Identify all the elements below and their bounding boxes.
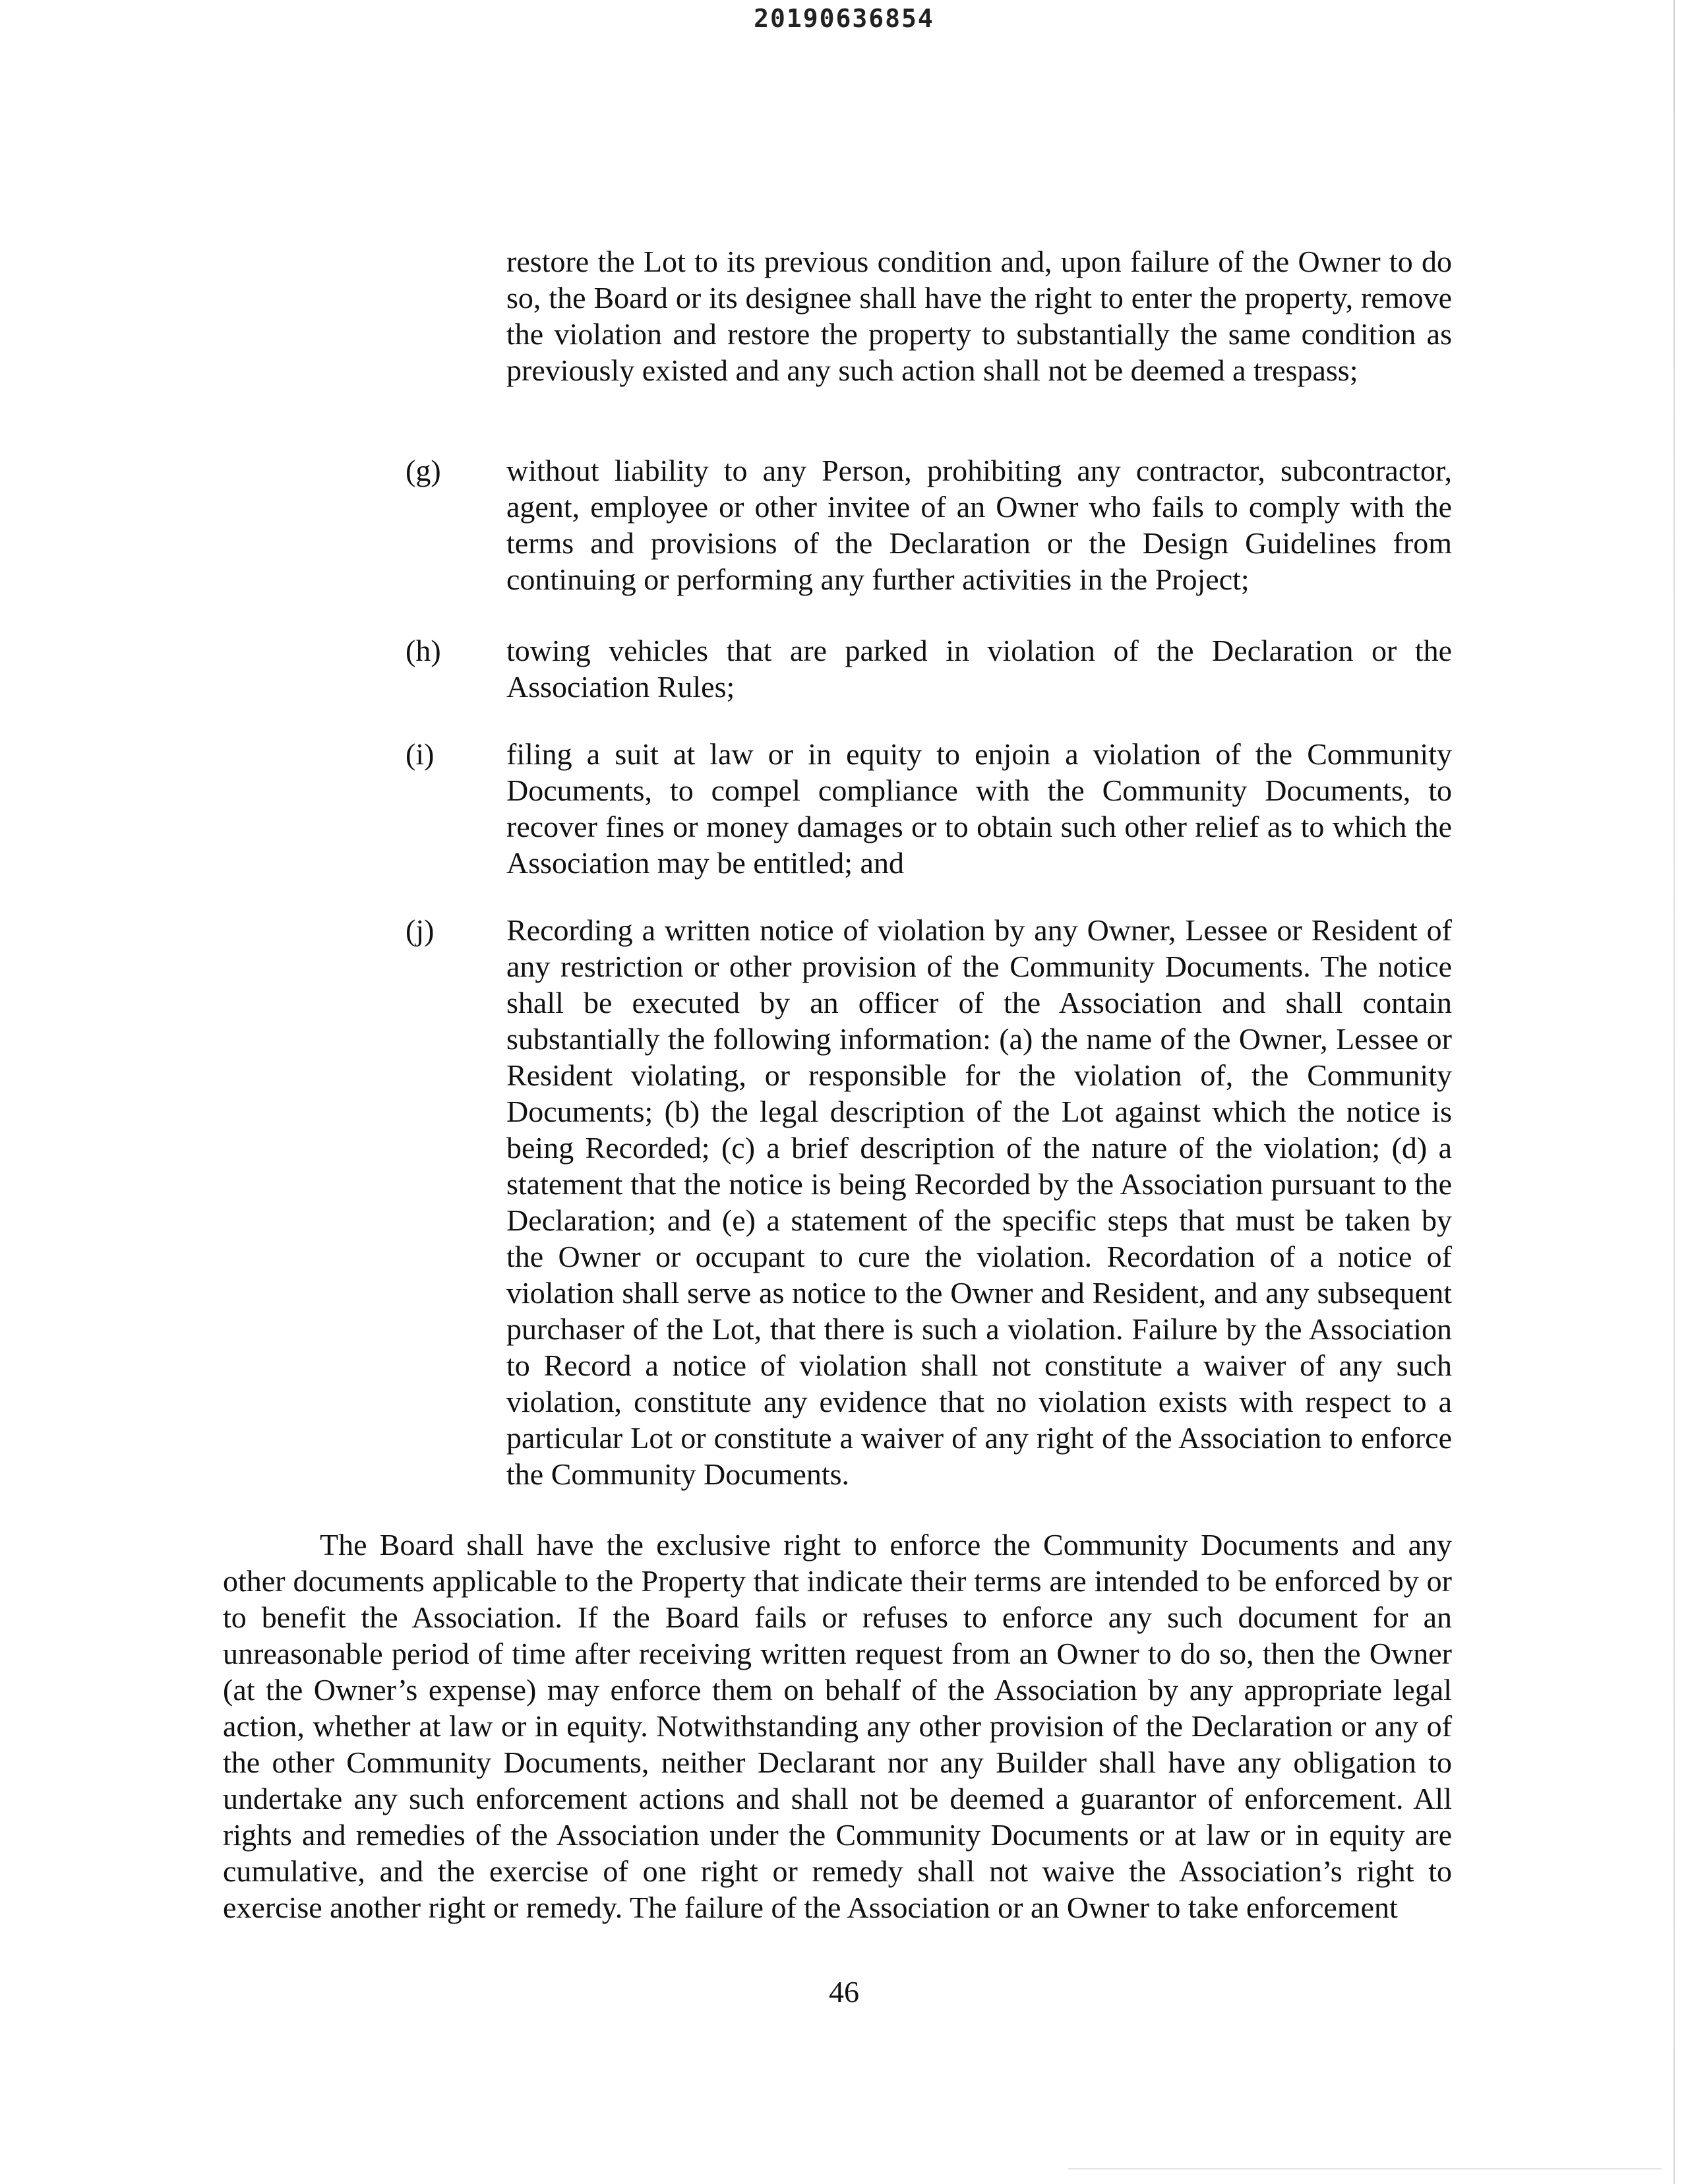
continuation-paragraph: restore the Lot to its previous condition and, upon failure of the Owner to do so, the Board or its designee shall have the right to enter the property, remove the violation and restore the property to substantially the same condition as previously existed and any such action shall not be deemed a trespass; (506, 245, 1452, 387)
list-item-text: Recording a written notice of violation by any Owner, Lessee or Resident of any restriction or other provision of the Community Documents. The notice shall be executed by an officer of the Association and shall contain substantially the following information: (a) the name of the Owner, Lessee or Resident violating, or responsible for the violation of, the Community Documents; (b) the legal description of the Lot against which the notice is being Recorded; (c) a brief description of the nature of the violation; (d) a statement that the notice is being Recorded by the Association pursuant to the Declaration; and (e) a statement of the specific steps that must be taken by the Owner or occupant to cure the violation. Recordation of a notice of violation shall serve as notice to the Owner and Resident, and any subsequent purchaser of the Lot, that there is such a violation. Failure by the Association to Record a notice of violation shall not constitute a waiver of any such violation, constitute any evidence that no violation exists with respect to a particular Lot or constitute a waiver of any right of the Association to enforce the Community Documents. (506, 913, 1452, 1491)
list-item-text: towing vehicles that are parked in violation of the Declaration or the Association Rules; (506, 634, 1452, 704)
list-item-label: (i) (406, 737, 435, 771)
list-item-label: (h) (406, 634, 441, 667)
list-item-label: (j) (406, 913, 435, 947)
scan-bottom-line (1068, 2168, 1662, 2169)
page-number: 46 (829, 1975, 859, 2009)
recording-number: 20190636854 (754, 4, 934, 33)
enforcement-paragraph: The Board shall have the exclusive right to enforce the Community Documents and any other documents applicable to the Property that indicate their terms are intended to be enforced by or to benefit the Association. If the Board fails or refuses to enforce any such document for an unreasonable period of time after receiving written request from an Owner to do so, then the Owner (at the Owner’s expense) may enforce them on behalf of the Association by any appropriate legal action, whether at law or in equity. Notwithstanding any other provision of the Declaration or any of the other Community Documents, neither Declarant nor any Builder shall have any obligation to undertake any such enforcement actions and shall not be deemed a guarantor of enforcement. All rights and remedies of the Association under the Community Documents or at law or in equity are cumulative, and the exercise of one right or remedy shall not waive the Association’s right to exercise another right or remedy. The failure of the Association or an Owner to take enforcement (223, 1528, 1452, 1924)
list-item-label: (g) (406, 454, 441, 487)
list-item-text: without liability to any Person, prohibiting any contractor, subcontractor, agent, employee or other invitee of an Owner who fails to comply with the terms and provisions of the Declaration or the Design Guidelines from continuing or performing any further activities in the Project; (506, 454, 1452, 596)
scan-edge-line (1673, 0, 1675, 2184)
list-item-text: filing a suit at law or in equity to enjoin a violation of the Community Documents, to compel compliance with the Community Documents, to recover fines or money damages or to obtain such other relief as to which the Association may be entitled; and (506, 737, 1452, 880)
